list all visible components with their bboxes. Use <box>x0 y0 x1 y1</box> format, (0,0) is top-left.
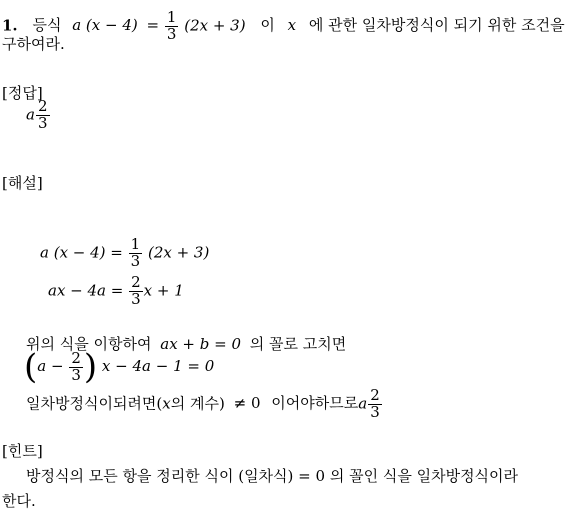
problem-suffix: 에 관한 일차방정식이 되기 위한 조건을 <box>308 16 565 35</box>
text2-a: 일차방정식이되려면( <box>26 394 163 413</box>
solution-eq-2 <box>48 275 184 308</box>
problem-line-1 <box>2 10 565 43</box>
problem-equals: = <box>146 16 160 35</box>
eq3-num: 2 <box>71 348 81 367</box>
text2-x: x <box>162 394 171 413</box>
text2-c: 이어야하므로 <box>271 394 359 413</box>
answer-num: 2 <box>37 97 48 115</box>
problem-number: 1. <box>2 16 18 35</box>
solution-heading: [해설] <box>2 174 43 192</box>
text2-neq: ≠ 0 <box>233 394 261 413</box>
eq2-tail: x + 1 <box>143 281 184 300</box>
eq1-fraction <box>129 237 143 270</box>
text1-math: ax + b = 0 <box>160 335 242 353</box>
eq2-fraction <box>129 275 143 308</box>
text2-den: 3 <box>370 402 380 421</box>
problem-var: x <box>287 16 297 35</box>
hint-line1-eq: = 0 <box>298 467 326 485</box>
problem-lhs: a (x − 4) <box>72 16 138 35</box>
problem-rhs-tail: (2x + 3) <box>184 16 246 35</box>
hint-heading: [힌트] <box>2 442 43 460</box>
problem-line-2: 구하여라. <box>2 35 65 53</box>
hint-line1-a: 방정식의 모든 항을 정리한 식이 (일차식) <box>26 467 294 485</box>
text1-a: 위의 식을 이항하여 <box>26 335 152 353</box>
eq2-lhs: ax − 4a = <box>48 281 124 300</box>
solution-eq-1 <box>40 237 209 270</box>
answer-value <box>26 99 51 132</box>
eq3-fraction <box>69 348 83 384</box>
text2-fraction <box>368 388 382 421</box>
text2-var: a <box>358 394 368 413</box>
text1-b: 의 꼴로 고치면 <box>249 335 347 353</box>
problem-middle: 이 <box>260 16 275 35</box>
eq2-den: 3 <box>131 289 141 308</box>
answer-fraction <box>36 99 50 132</box>
eq1-lhs: a (x − 4) = <box>40 243 123 262</box>
eq1-tail: (2x + 3) <box>147 243 210 262</box>
eq1-den: 3 <box>130 251 141 270</box>
problem-fraction <box>165 10 179 43</box>
eq3-den: 3 <box>71 365 81 384</box>
eq3-right-paren: ) <box>83 347 98 387</box>
hint-line-2: 한다. <box>2 492 36 510</box>
solution-eq-3 <box>24 347 215 387</box>
text2-num: 2 <box>370 386 380 404</box>
hint-line1-b: 의 꼴인 식을 일차방정식이라 <box>329 467 519 485</box>
solution-text-2 <box>26 388 383 421</box>
eq3-a: a − <box>37 357 64 375</box>
eq2-num: 2 <box>131 273 141 291</box>
answer-var: a <box>26 105 35 124</box>
answer-den: 3 <box>37 113 48 132</box>
problem-frac-den: 3 <box>166 24 177 43</box>
problem-frac-num: 1 <box>166 8 177 26</box>
eq3-left-paren: ( <box>24 347 38 387</box>
answer-heading: [정답] <box>2 84 43 102</box>
eq1-num: 1 <box>130 235 141 253</box>
hint-line-1 <box>26 469 518 484</box>
problem-prefix: 등식 <box>32 16 62 35</box>
eq3-tail: x − 4a − 1 = 0 <box>101 357 215 375</box>
text2-b: 의 계수) <box>170 394 225 413</box>
